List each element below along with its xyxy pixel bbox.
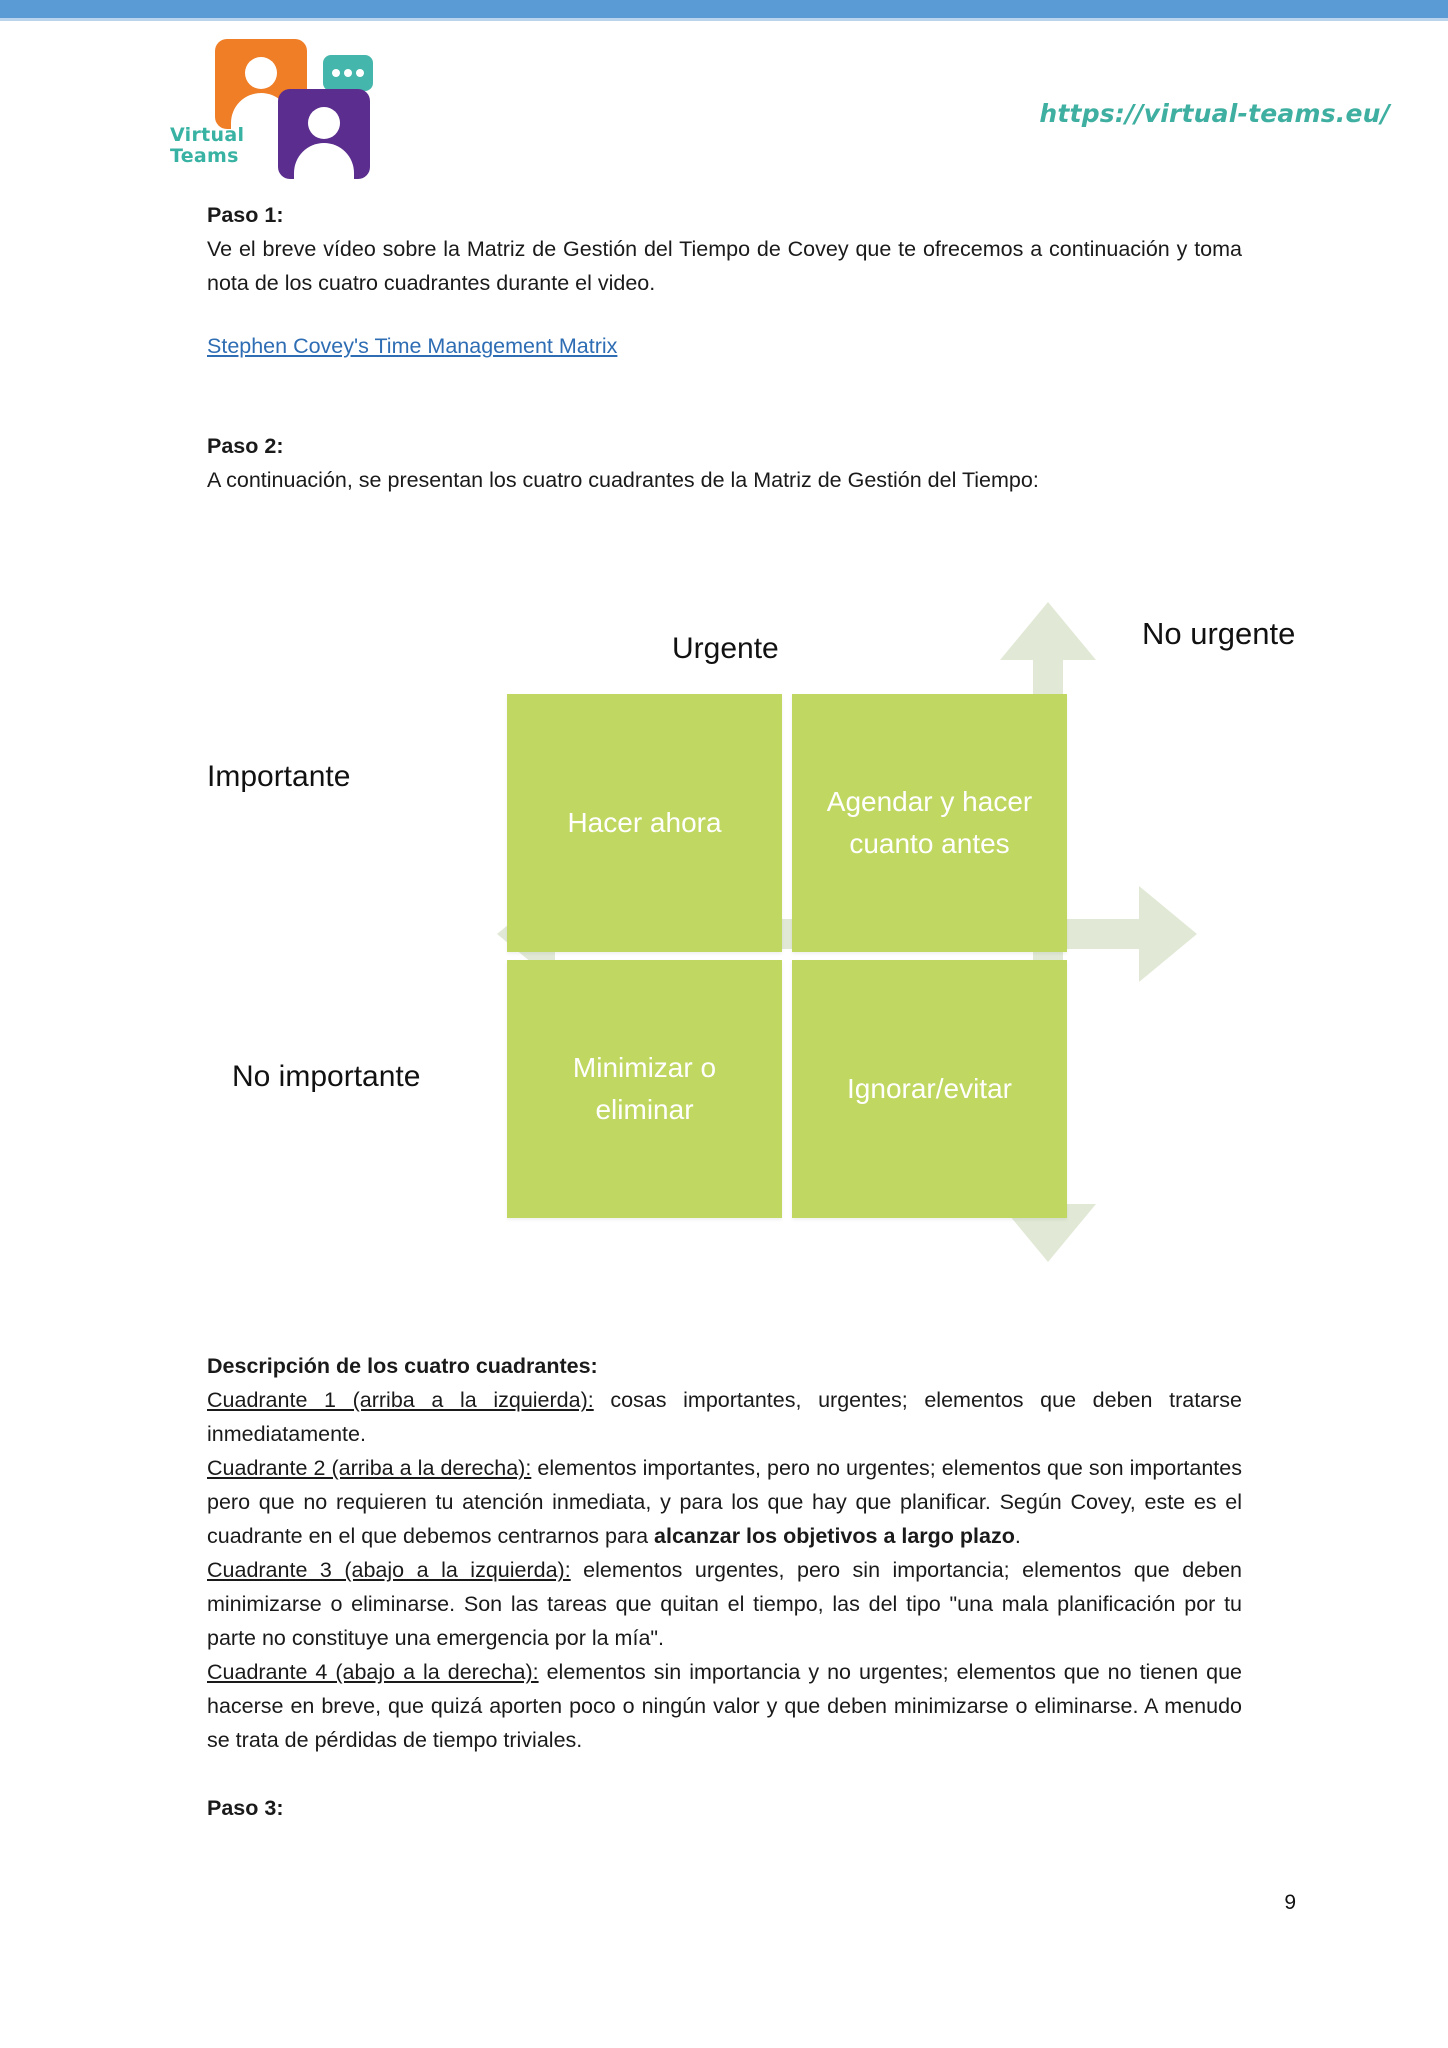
chat-bubble-icon <box>323 55 373 91</box>
top-accent-band <box>0 0 1448 18</box>
quadrant-description-1 <box>207 1383 1242 1451</box>
matrix-quadrant-4 <box>792 960 1067 1218</box>
quadrant-description-section <box>207 1349 1242 1825</box>
quadrant-description-2-text: elementos importantes, pero no urgentes; elementos que son importantes pero que no requieren tu atención inmediata, y para los que hay que planificar. Según Covey, este es el cuadrante en el que debemos centrarnos para <box>207 1456 1242 1548</box>
step-1-block <box>207 198 1242 300</box>
matrix-quadrant-1-label: Hacer ahora <box>567 807 722 838</box>
quadrant-description-2-label: Cuadrante 2 (arriba a la derecha): <box>207 1456 532 1480</box>
person-icon-body <box>294 143 354 179</box>
quadrant-description-4-label: Cuadrante 4 (abajo a la derecha): <box>207 1660 539 1684</box>
step-1-paragraph: Ve el breve vídeo sobre la Matriz de Gestión del Tiempo de Covey que te ofrecemos a continuación y toma nota de los cuatro cuadrantes durante el video. <box>207 237 1242 295</box>
step-2-block <box>207 429 1242 497</box>
matrix-quadrant-1 <box>507 694 782 952</box>
quadrant-description-4-text: elementos sin importancia y no urgentes; elementos que no tienen que hacerse en breve, que quizá aporten poco o ningún valor y que deben minimizarse o eliminarse. A menudo se trata de pérdidas de tiempo triviales. <box>207 1660 1243 1752</box>
chat-dot <box>356 69 364 77</box>
quadrant-description-4 <box>207 1655 1242 1757</box>
person-icon-head <box>308 107 340 139</box>
page-header <box>0 21 1448 181</box>
quadrant-description-3-label: Cuadrante 3 (abajo a la izquierda): <box>207 1558 571 1582</box>
site-url[interactable]: https://virtual-teams.eu/ <box>1039 99 1390 128</box>
matrix-quadrant-3 <box>507 960 782 1218</box>
logo-wordmark-line2: Teams <box>170 145 239 167</box>
quadrant-description-3-text: elementos urgentes, pero sin importancia; elementos que deben minimizarse o eliminarse. Son las tareas que quitan el tiempo, las del tipo "una mala planificación por tu parte no constituye una emergencia por la mía". <box>207 1558 1242 1650</box>
step-2-heading: Paso 2: <box>207 434 284 458</box>
description-heading: Descripción de los cuatro cuadrantes: <box>207 1354 598 1378</box>
axis-label-no-urgente: No urgente <box>1142 616 1296 651</box>
quadrant-description-1-label: Cuadrante 1 (arriba a la izquierda): <box>207 1388 594 1412</box>
axis-label-no-importante: No importante <box>232 1060 421 1093</box>
virtual-teams-logo <box>170 33 360 173</box>
quadrant-description-2-emphasis: alcanzar los objetivos a largo plazo <box>654 1524 1015 1548</box>
axis-label-urgente: Urgente <box>672 632 779 665</box>
page-number: 9 <box>1284 1891 1296 1914</box>
step-1-heading: Paso 1: <box>207 203 284 227</box>
chat-bubble-dots <box>323 55 373 91</box>
step-2-paragraph: A continuación, se presentan los cuatro cuadrantes de la Matriz de Gestión del Tiempo: <box>207 468 1039 492</box>
logo-wordmark <box>170 125 270 167</box>
matrix-quadrant-2-label: Agendar y hacer cuanto antes <box>826 786 1033 859</box>
axis-label-importante: Importante <box>207 760 351 793</box>
chat-dot <box>344 69 352 77</box>
chat-dot <box>332 69 340 77</box>
quadrant-description-2-text-after: . <box>1014 1524 1021 1548</box>
arrow-head-up <box>1000 602 1096 660</box>
covey-matrix-link[interactable]: Stephen Covey's Time Management Matrix <box>207 334 618 358</box>
person-icon-head <box>245 57 277 89</box>
time-management-matrix <box>207 590 1296 1290</box>
quadrant-description-3 <box>207 1553 1242 1655</box>
arrow-head-right <box>1139 886 1197 982</box>
quadrant-description-2 <box>207 1451 1242 1553</box>
step-3-heading: Paso 3: <box>207 1796 284 1820</box>
matrix-quadrant-4-label: Ignorar/evitar <box>847 1073 1012 1104</box>
logo-person-card-purple <box>278 89 370 179</box>
main-content <box>207 198 1242 497</box>
matrix-quadrant-3-label: Minimizar o eliminar <box>572 1052 717 1125</box>
matrix-quadrant-2 <box>792 694 1067 952</box>
quadrant-description-1-text: cosas importantes, urgentes; elementos que deben tratarse inmediatamente. <box>207 1388 1242 1446</box>
logo-wordmark-line1: Virtual <box>170 124 245 146</box>
